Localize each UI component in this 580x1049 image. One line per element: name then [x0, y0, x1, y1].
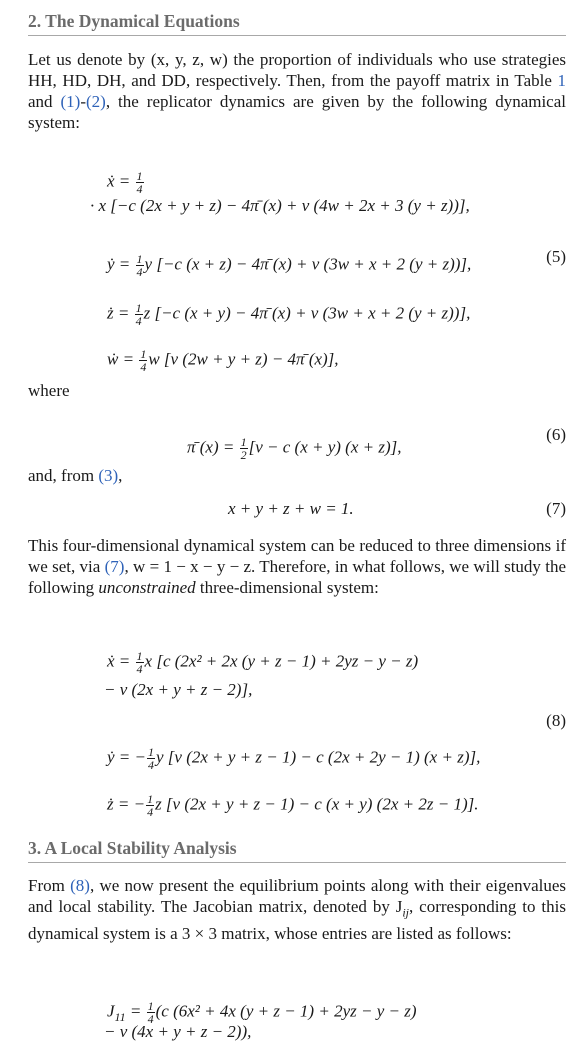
- where-label: where: [28, 381, 70, 400]
- eq5-xdot: ẋ = $\frac{1}{4}$: [107, 169, 143, 196]
- eq8-ydot: ẏ = − $\frac{1}{4}$ y [v (2x + y + z − 1) − c (2x + 2y − 1) (x + z)],: [107, 745, 481, 772]
- eq6: π̄ (x) = $\frac{1}{2}$ [v − c (x + y) (x + z)],: [187, 435, 402, 462]
- eq6-number: (6): [546, 425, 566, 444]
- eq7: x + y + z + w = 1.: [228, 499, 354, 518]
- eq8-xdot: ẋ = $\frac{1}{4}$ x [c (2x² + 2x (y + z − 1) + 2yz − y − z): [107, 649, 419, 676]
- section-2-paragraph-2: This four-dimensional dynamical system can be reduced to three dimensions if we set, via (7), w = 1 − x − y − z. Therefore, in what follows, we will study the following unconstrained three-dimensional system:: [28, 536, 566, 597]
- ref-table-1[interactable]: 1: [557, 71, 566, 90]
- jacobian-j11: $J_{11}$ = $\frac{1}{4}$ (c (6x² + 4x (y + z − 1) + 2yz − y − z): [107, 999, 417, 1026]
- eq8-zdot: ż = − $\frac{1}{4}$ z [v (2x + y + z − 1) − c (x + y) (2x + 2z − 1)].: [107, 792, 479, 819]
- jacobian-j11-cont: − v (4x + y + z − 2)),: [104, 1022, 252, 1041]
- ref-eq-8[interactable]: (8): [70, 876, 90, 895]
- section-2-title: 2. The Dynamical Equations: [28, 11, 240, 31]
- ref-eq-3[interactable]: (3): [98, 466, 119, 485]
- section-3-rule: [28, 862, 566, 863]
- eq5-wdot: ẇ = $\frac{1}{4}$ w [v (2w + y + z) − 4π̄ (x)],: [107, 347, 339, 374]
- section-3-title: 3. A Local Stability Analysis: [28, 838, 237, 858]
- eq8-xdot-cont: − v (2x + y + z − 2)],: [104, 680, 253, 699]
- ref-eq-2[interactable]: (2): [86, 92, 106, 111]
- and-from-label: and, from (3),: [28, 466, 123, 485]
- eq8-number: (8): [546, 711, 566, 730]
- section-3-paragraph: From (8), we now present the equilibrium points along with their eigenvalues and local stability. The Jacobian matrix, denoted by $J_{ij}$, corresponding to this dynamical system is a 3 × 3 matrix, whose entries are listed as follows:: [28, 876, 567, 944]
- eq5-ydot: ẏ = $\frac{1}{4}$ y [−c (x + z) − 4π̄ (x) + v (3w + x + 2 (y + z))],: [107, 252, 472, 279]
- eq7-number: (7): [546, 499, 566, 518]
- ref-eq-1[interactable]: (1): [60, 92, 81, 111]
- eq5-number: (5): [546, 247, 566, 266]
- eq5-zdot: ż = $\frac{1}{4}$ z [−c (x + y) − 4π̄ (x) + v (3w + x + 2 (y + z))],: [107, 301, 471, 328]
- eq5-xdot-body: · x [−c (2x + y + z) − 4π̄ (x) + v (4w + 2x + 3 (y + z))],: [90, 196, 470, 215]
- ref-eq-7[interactable]: (7): [104, 557, 125, 576]
- section-2-rule: [28, 35, 566, 36]
- section-2-paragraph-1: Let us denote by (x, y, z, w) the proportion of individuals who use strategies HH, HD, DH, and DD, respectively. Then, from the payoff matrix in Table 1 and (1)-(2), the replicator dynamics are given by the following dynamical system:: [28, 50, 566, 132]
